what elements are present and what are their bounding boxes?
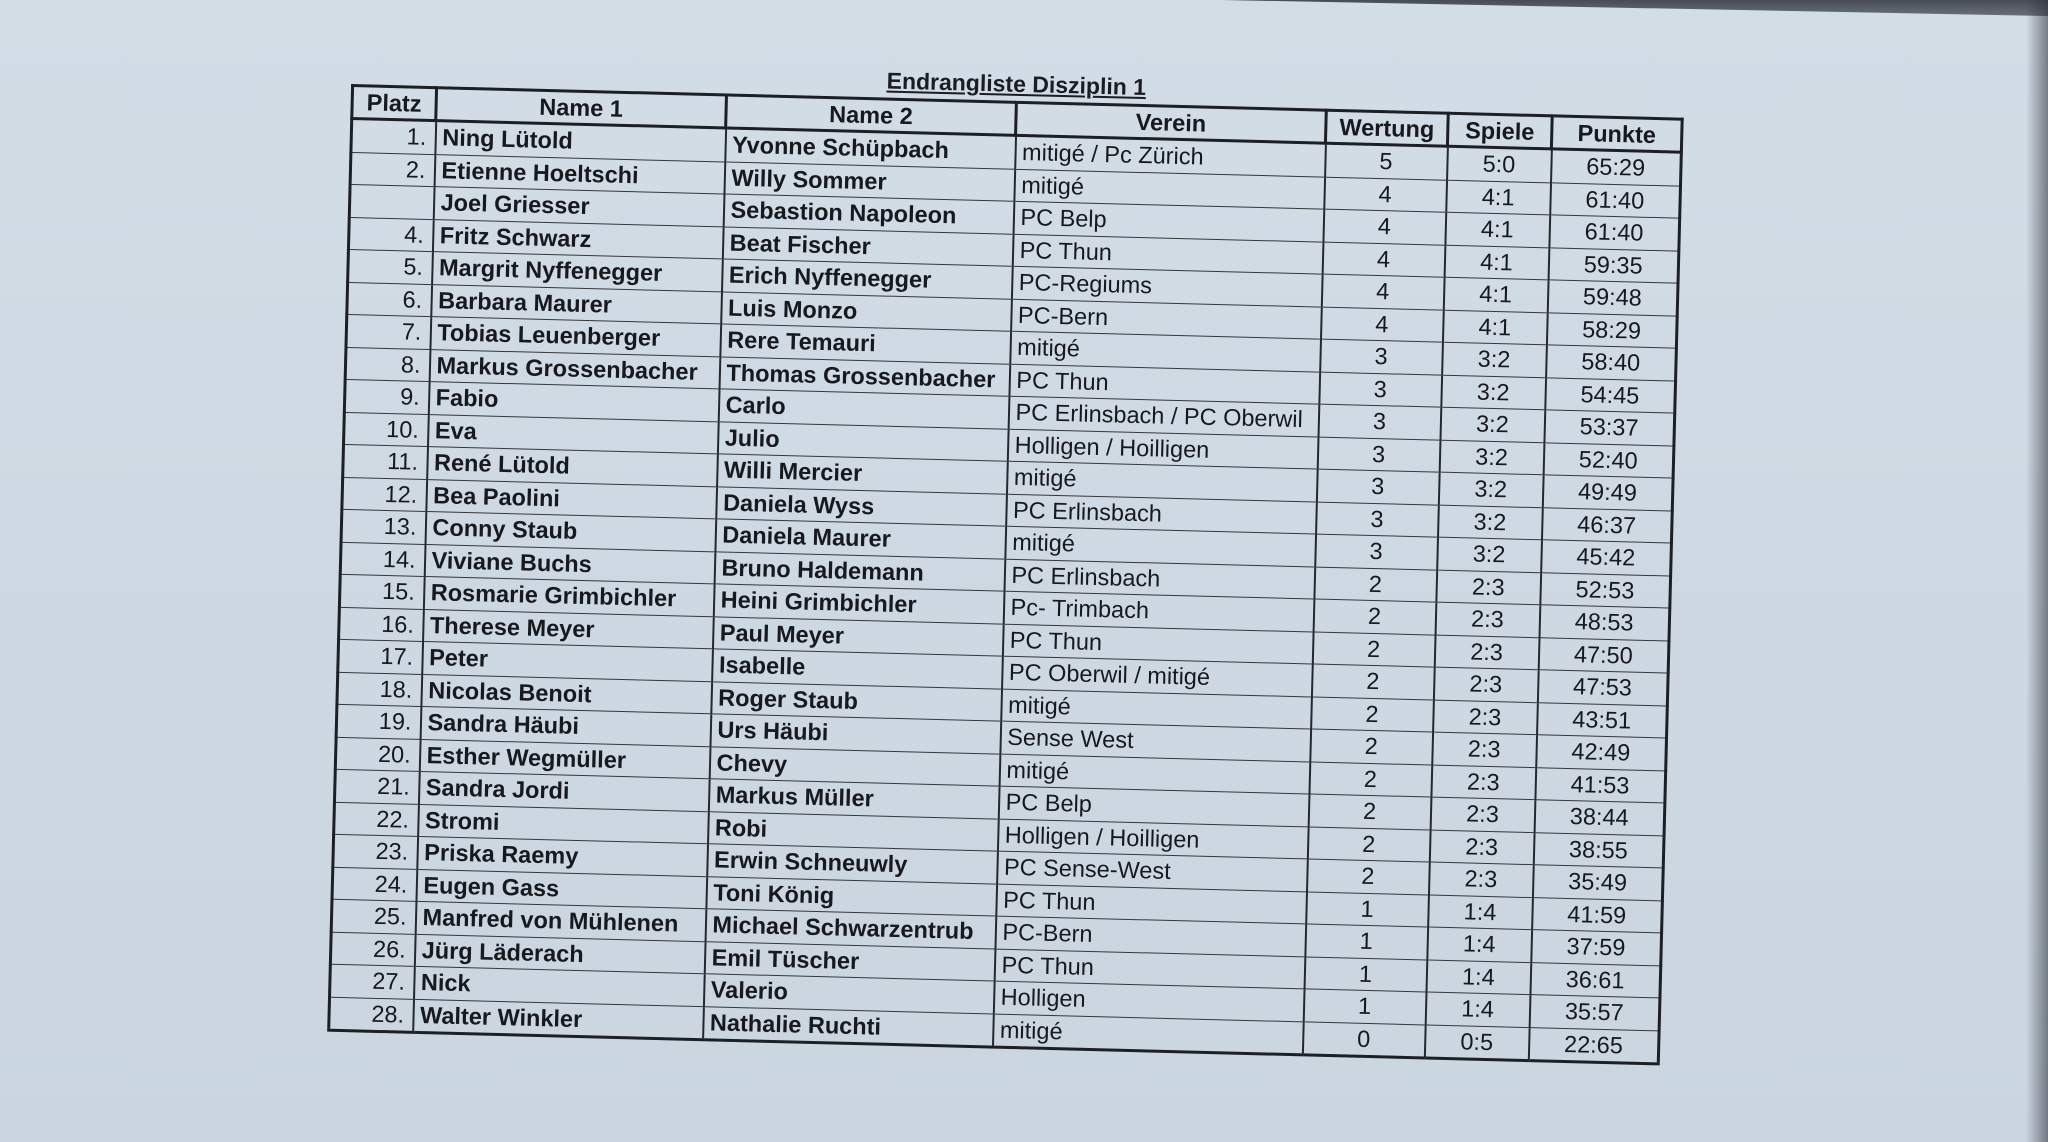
cell-name-2: Thomas Grossenbacher xyxy=(719,356,1010,396)
cell-name-2: Isabelle xyxy=(712,649,1003,689)
background-surface xyxy=(1150,0,2048,16)
cell-name-2: Chevy xyxy=(709,746,1000,786)
cell-platz: 28. xyxy=(329,997,414,1033)
cell-verein: Holligen / Hoilligen xyxy=(1007,429,1318,469)
cell-wertung: 2 xyxy=(1308,794,1431,830)
cell-name-1: Peter xyxy=(422,641,713,681)
cell-punkte: 36:61 xyxy=(1530,962,1661,998)
cell-punkte: 42:49 xyxy=(1536,735,1667,771)
cell-platz: 27. xyxy=(330,964,415,999)
cell-name-2: Julio xyxy=(717,421,1008,461)
cell-spiele: 1:4 xyxy=(1425,992,1530,1027)
cell-spiele: 3:2 xyxy=(1442,342,1547,377)
cell-punkte: 41:53 xyxy=(1535,767,1666,803)
cell-platz: 26. xyxy=(330,932,415,967)
cell-wertung: 2 xyxy=(1307,826,1430,862)
cell-name-2: Emil Tüscher xyxy=(704,941,995,981)
header-spiele: Spiele xyxy=(1447,113,1552,149)
cell-punkte: 53:37 xyxy=(1544,410,1675,446)
cell-spiele: 2:3 xyxy=(1436,570,1541,605)
cell-name-2: Willy Sommer xyxy=(724,161,1015,201)
cell-name-2: Daniela Maurer xyxy=(715,519,1006,559)
cell-verein: PC-Bern xyxy=(995,916,1306,956)
cell-name-2: Rere Temauri xyxy=(720,324,1011,364)
cell-wertung: 3 xyxy=(1318,404,1441,440)
cell-punkte: 49:49 xyxy=(1542,475,1673,511)
cell-spiele: 3:2 xyxy=(1439,440,1544,475)
cell-name-1: Viviane Buchs xyxy=(424,544,715,584)
cell-punkte: 46:37 xyxy=(1541,507,1672,543)
cell-wertung: 4 xyxy=(1324,177,1447,213)
cell-verein: PC Oberwil / mitigé xyxy=(1002,656,1313,696)
cell-name-2: Roger Staub xyxy=(711,681,1002,721)
cell-platz: 20. xyxy=(335,737,420,772)
cell-platz: 16. xyxy=(339,607,424,642)
cell-wertung: 3 xyxy=(1319,372,1442,408)
cell-verein: mitigé xyxy=(1010,331,1321,371)
cell-platz: 17. xyxy=(338,639,423,674)
cell-spiele: 2:3 xyxy=(1429,830,1534,865)
cell-punkte: 35:49 xyxy=(1532,865,1663,901)
cell-name-2: Luis Monzo xyxy=(721,291,1012,331)
cell-name-2: Erich Nyffenegger xyxy=(722,259,1013,299)
cell-punkte: 37:59 xyxy=(1531,930,1662,966)
cell-name-2: Bruno Haldemann xyxy=(714,551,1005,591)
ranking-document xyxy=(327,50,1681,1065)
cell-name-2: Willi Mercier xyxy=(717,454,1008,494)
cell-name-2: Robi xyxy=(708,811,999,851)
cell-punkte: 41:59 xyxy=(1532,897,1663,933)
cell-punkte: 65:29 xyxy=(1551,149,1682,186)
cell-name-2: Carlo xyxy=(718,389,1009,429)
ranking-table xyxy=(327,84,1684,1065)
cell-name-1: Markus Grossenbacher xyxy=(429,349,720,389)
cell-wertung: 5 xyxy=(1325,143,1448,180)
cell-wertung: 3 xyxy=(1317,437,1440,473)
cell-spiele: 4:1 xyxy=(1446,180,1551,215)
cell-spiele: 2:3 xyxy=(1433,667,1538,702)
cell-name-1: Conny Staub xyxy=(425,512,716,552)
cell-platz: 23. xyxy=(333,834,418,869)
cell-wertung: 4 xyxy=(1321,274,1444,310)
cell-punkte: 58:29 xyxy=(1546,312,1677,348)
cell-verein: PC-Bern xyxy=(1011,299,1322,339)
cell-verein: PC Thun xyxy=(1012,234,1323,274)
cell-punkte: 38:55 xyxy=(1533,832,1664,868)
cell-spiele: 2:3 xyxy=(1434,635,1539,670)
cell-name-1: Manfred von Mühlenen xyxy=(415,901,706,941)
cell-wertung: 0 xyxy=(1302,1021,1425,1058)
cell-punkte: 22:65 xyxy=(1528,1027,1659,1064)
cell-punkte: 47:53 xyxy=(1537,670,1668,706)
cell-spiele: 2:3 xyxy=(1433,700,1538,735)
cell-platz: 18. xyxy=(337,672,422,707)
cell-wertung: 3 xyxy=(1320,339,1443,375)
cell-name-1: Esther Wegmüller xyxy=(419,739,710,779)
cell-verein: mitigé xyxy=(1006,461,1317,501)
cell-punkte: 45:42 xyxy=(1541,540,1672,576)
cell-spiele: 3:2 xyxy=(1438,505,1543,540)
cell-name-1: Jürg Läderach xyxy=(414,934,705,974)
cell-name-2: Erwin Schneuwly xyxy=(707,844,998,884)
cell-platz: 9. xyxy=(344,379,429,414)
cell-name-2: Yvonne Schüpbach xyxy=(725,128,1016,169)
cell-wertung: 3 xyxy=(1316,502,1439,538)
cell-verein: mitigé xyxy=(999,754,1310,794)
header-name-1: Name 1 xyxy=(436,88,727,128)
cell-name-1: Sandra Häubi xyxy=(420,706,711,746)
cell-name-1: Margrit Nyffenegger xyxy=(432,252,723,292)
cell-wertung: 1 xyxy=(1304,956,1427,992)
cell-verein: mitigé / Pc Zürich xyxy=(1015,135,1326,176)
cell-platz: 8. xyxy=(345,347,430,382)
cell-platz: 25. xyxy=(331,899,416,934)
cell-verein: PC Thun xyxy=(1009,364,1320,404)
cell-wertung: 2 xyxy=(1312,632,1435,668)
cell-verein: Holligen / Hoilligen xyxy=(997,819,1308,859)
cell-punkte: 35:57 xyxy=(1529,995,1660,1031)
cell-verein: PC Erlinsbach xyxy=(1006,494,1317,534)
cell-verein: mitigé xyxy=(1014,169,1325,209)
cell-verein: PC Thun xyxy=(994,949,1305,989)
cell-spiele: 4:1 xyxy=(1444,245,1549,280)
cell-platz: 1. xyxy=(351,119,436,155)
cell-spiele: 0:5 xyxy=(1424,1024,1529,1060)
cell-name-1: Fabio xyxy=(428,382,719,422)
cell-wertung: 2 xyxy=(1310,729,1433,765)
cell-name-1: Eugen Gass xyxy=(416,869,707,909)
cell-wertung: 2 xyxy=(1313,599,1436,635)
cell-spiele: 3:2 xyxy=(1440,407,1545,442)
cell-name-2: Paul Meyer xyxy=(712,616,1003,656)
cell-platz xyxy=(349,184,434,219)
cell-name-1: Nicolas Benoit xyxy=(421,674,712,714)
cell-punkte: 61:40 xyxy=(1550,182,1681,218)
cell-platz: 5. xyxy=(348,249,433,284)
cell-name-2: Urs Häubi xyxy=(710,714,1001,754)
cell-punkte: 47:50 xyxy=(1538,637,1669,673)
cell-wertung: 1 xyxy=(1305,924,1428,960)
cell-verein: Holligen xyxy=(993,981,1304,1021)
cell-name-1: Sandra Jordi xyxy=(418,771,709,811)
cell-verein: mitigé xyxy=(1005,526,1316,566)
cell-name-2: Beat Fischer xyxy=(722,226,1013,266)
cell-name-2: Michael Schwarzentrub xyxy=(705,909,996,949)
cell-punkte: 48:53 xyxy=(1539,605,1670,641)
cell-spiele: 4:1 xyxy=(1442,310,1547,345)
cell-platz: 12. xyxy=(342,477,427,512)
cell-wertung: 3 xyxy=(1316,469,1439,505)
cell-punkte: 58:40 xyxy=(1546,345,1677,381)
cell-name-1: Walter Winkler xyxy=(413,999,704,1040)
cell-punkte: 59:35 xyxy=(1548,247,1679,283)
cell-name-2: Valerio xyxy=(703,974,994,1014)
cell-verein: PC Erlinsbach / PC Oberwil xyxy=(1008,396,1319,436)
cell-name-1: Rosmarie Grimbichler xyxy=(423,576,714,616)
cell-name-1: Bea Paolini xyxy=(426,479,717,519)
cell-spiele: 1:4 xyxy=(1426,959,1531,994)
cell-punkte: 59:48 xyxy=(1547,280,1678,316)
cell-punkte: 52:53 xyxy=(1540,572,1671,608)
cell-platz: 2. xyxy=(350,152,435,187)
cell-wertung: 4 xyxy=(1320,307,1443,343)
cell-name-1: Priska Raemy xyxy=(417,836,708,876)
cell-platz: 7. xyxy=(346,314,431,349)
cell-spiele: 1:4 xyxy=(1427,927,1532,962)
cell-name-1: Therese Meyer xyxy=(423,609,714,649)
cell-spiele: 5:0 xyxy=(1447,146,1552,182)
cell-platz: 6. xyxy=(347,282,432,317)
cell-wertung: 2 xyxy=(1307,859,1430,895)
cell-name-2: Heini Grimbichler xyxy=(713,584,1004,624)
cell-spiele: 2:3 xyxy=(1435,602,1540,637)
cell-verein: Pc- Trimbach xyxy=(1003,591,1314,631)
cell-spiele: 3:2 xyxy=(1441,375,1546,410)
cell-wertung: 1 xyxy=(1303,989,1426,1025)
cell-platz: 19. xyxy=(336,704,421,739)
cell-punkte: 52:40 xyxy=(1543,442,1674,478)
cell-verein: PC Thun xyxy=(996,884,1307,924)
cell-name-1: Barbara Maurer xyxy=(431,284,722,324)
document-title: Endrangliste Disziplin 1 xyxy=(886,67,1147,101)
header-punkte: Punkte xyxy=(1551,116,1682,152)
cell-verein: Sense West xyxy=(1000,721,1311,761)
cell-name-1: Tobias Leuenberger xyxy=(430,317,721,357)
header-platz: Platz xyxy=(352,86,437,121)
cell-name-2: Toni König xyxy=(706,876,997,916)
cell-platz: 13. xyxy=(341,509,426,544)
cell-verein: PC Belp xyxy=(1013,201,1324,241)
cell-platz: 15. xyxy=(339,574,424,609)
cell-wertung: 2 xyxy=(1314,567,1437,603)
header-verein: Verein xyxy=(1016,102,1327,143)
cell-spiele: 1:4 xyxy=(1428,895,1533,930)
cell-platz: 22. xyxy=(334,802,419,837)
cell-name-1: Ning Lütold xyxy=(435,121,726,162)
cell-verein: mitigé xyxy=(992,1014,1303,1055)
header-wertung: Wertung xyxy=(1325,110,1448,146)
cell-name-2: Nathalie Ruchti xyxy=(703,1006,994,1047)
cell-spiele: 2:3 xyxy=(1428,862,1533,897)
header-name-2: Name 2 xyxy=(726,95,1017,135)
cell-verein: PC Belp xyxy=(998,786,1309,826)
cell-wertung: 2 xyxy=(1311,664,1434,700)
cell-spiele: 2:3 xyxy=(1432,732,1537,767)
cell-wertung: 2 xyxy=(1309,761,1432,797)
cell-wertung: 4 xyxy=(1322,242,1445,278)
cell-spiele: 3:2 xyxy=(1437,537,1542,572)
cell-platz: 14. xyxy=(340,542,425,577)
cell-spiele: 4:1 xyxy=(1443,277,1548,312)
cell-spiele: 2:3 xyxy=(1430,797,1535,832)
cell-platz: 21. xyxy=(334,769,419,804)
cell-spiele: 3:2 xyxy=(1438,472,1543,507)
cell-verein: PC Sense-West xyxy=(997,851,1308,891)
cell-name-1: Eva xyxy=(427,414,718,454)
cell-spiele: 4:1 xyxy=(1445,212,1550,247)
cell-name-1: Stromi xyxy=(418,804,709,844)
cell-name-1: Joel Griesser xyxy=(433,187,724,227)
cell-platz: 11. xyxy=(343,444,428,479)
cell-punkte: 61:40 xyxy=(1549,215,1680,251)
cell-name-2: Sebastion Napoleon xyxy=(723,194,1014,234)
cell-punkte: 38:44 xyxy=(1534,800,1665,836)
cell-wertung: 2 xyxy=(1311,696,1434,732)
cell-spiele: 2:3 xyxy=(1431,765,1536,800)
cell-punkte: 43:51 xyxy=(1537,702,1668,738)
cell-name-1: Nick xyxy=(414,966,705,1006)
cell-name-1: René Lütold xyxy=(427,447,718,487)
sheet-edge-shadow xyxy=(2026,0,2048,1142)
cell-wertung: 1 xyxy=(1306,891,1429,927)
cell-name-2: Daniela Wyss xyxy=(716,486,1007,526)
cell-wertung: 3 xyxy=(1315,534,1438,570)
cell-platz: 10. xyxy=(344,412,429,447)
cell-platz: 4. xyxy=(348,217,433,252)
cell-name-1: Etienne Hoeltschi xyxy=(434,154,725,194)
cell-punkte: 54:45 xyxy=(1545,377,1676,413)
cell-verein: PC Erlinsbach xyxy=(1004,559,1315,599)
cell-verein: PC Thun xyxy=(1002,624,1313,664)
cell-verein: mitigé xyxy=(1001,689,1312,729)
cell-name-2: Markus Müller xyxy=(708,779,999,819)
cell-platz: 24. xyxy=(332,867,417,902)
table-body xyxy=(329,119,1682,1064)
cell-name-1: Fritz Schwarz xyxy=(432,219,723,259)
cell-wertung: 4 xyxy=(1323,209,1446,245)
cell-verein: PC-Regiums xyxy=(1011,266,1322,306)
